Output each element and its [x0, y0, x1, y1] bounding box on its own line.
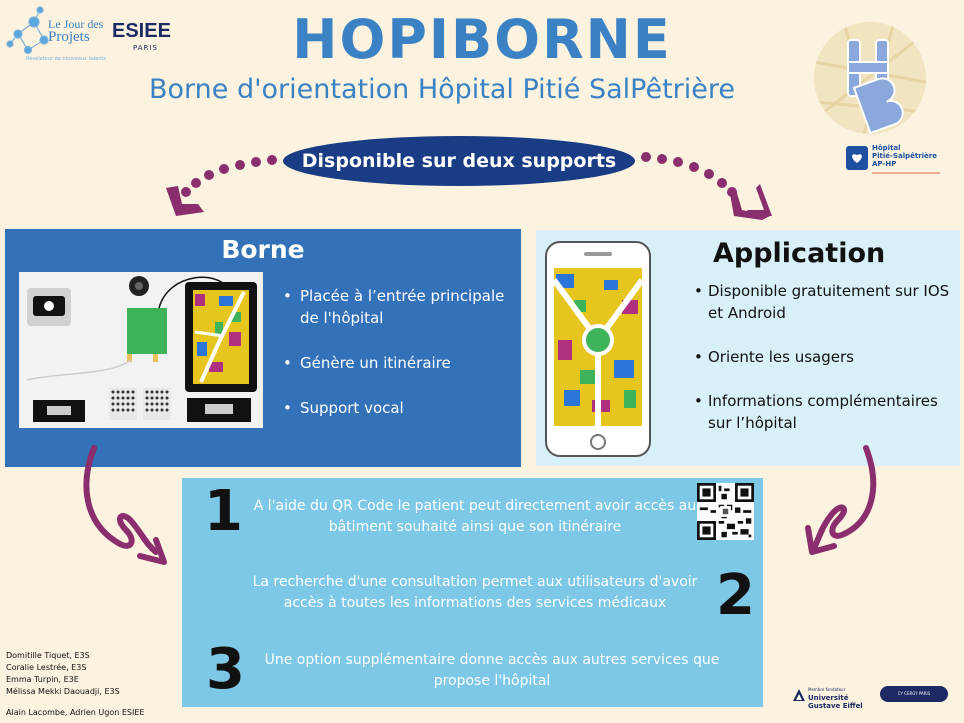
application-features-list: [694, 280, 954, 456]
kiosk-illustration: [19, 272, 263, 428]
application-feature: • Oriente les usagers: [694, 346, 954, 368]
hopiborne-hb-logo: [814, 22, 926, 134]
step-2-text: La recherche d'une consultation permet aux utilisateurs d'avoir accès à toutes les informations des services médicaux: [252, 574, 698, 611]
borne-title: Borne: [221, 235, 305, 264]
step-1-number: 1: [204, 479, 243, 544]
left-curved-arrow: [70, 444, 180, 574]
qr-code-icon: [697, 483, 754, 540]
credit-line: Coralie Lestrée, E3S: [6, 663, 87, 672]
application-feature: • Informations complémentaires sur l’hôpital: [694, 390, 954, 434]
esiee-logo: ESIEE: [112, 20, 171, 42]
application-feature: • Disponible gratuitement sur IOS et Android: [694, 280, 954, 324]
borne-feature: • Génère un itinéraire: [283, 352, 513, 374]
borne-feature: • Support vocal: [283, 397, 513, 419]
supervisor-credits: Alain Lacombe, Adrien Ugon ESIEE: [6, 708, 145, 717]
right-curved-arrow: [800, 444, 890, 564]
page-title: HOPIBORNE: [292, 8, 672, 71]
borne-features-list: [283, 285, 513, 442]
page-subtitle: Borne d'orientation Hôpital Pitié SalPêtrière: [149, 74, 735, 105]
application-title: Application: [713, 238, 886, 269]
credit-line: Domitille Tiquet, E3S: [6, 651, 90, 660]
step-3-number: 3: [206, 637, 245, 702]
step-3-text: Une option supplémentaire donne accès aux autres services que propose l'hôpital: [264, 652, 720, 689]
step-2-number: 2: [716, 563, 755, 628]
universite-gustave-eiffel-logo: [792, 688, 806, 702]
steps-section: [182, 478, 763, 707]
supports-banner: Disponible sur deux supports: [283, 136, 635, 186]
step-1-text: A l'aide du QR Code le patient peut directement avoir accès au bâtiment souhaité ainsi que son itinéraire: [253, 498, 697, 535]
smartphone-illustration: [544, 240, 652, 458]
jour-des-projets-tagline: Révélateur de nouveaux talents: [26, 56, 106, 62]
cy-cergy-paris-logo: CY CERGY PARIS: [880, 686, 948, 702]
credit-line: Mélissa Mekki Daouadji, E3S: [6, 687, 120, 696]
application-section: [536, 230, 960, 466]
student-credits: [6, 650, 120, 698]
esiee-city: PARIS: [133, 44, 158, 52]
credit-line: Emma Turpin, E3E: [6, 675, 79, 684]
borne-section: [5, 229, 521, 467]
universite-gustave-eiffel-text: Membre fondateur Université Gustave Eiffel: [808, 687, 863, 710]
hopital-logo-text: Hôpital Pitié-Salpêtrière AP-HP: [872, 144, 937, 168]
jour-des-projets-text: Le Jour des Projets: [48, 17, 104, 45]
borne-feature: • Placée à l’entrée principale de l'hôpital: [283, 285, 513, 329]
